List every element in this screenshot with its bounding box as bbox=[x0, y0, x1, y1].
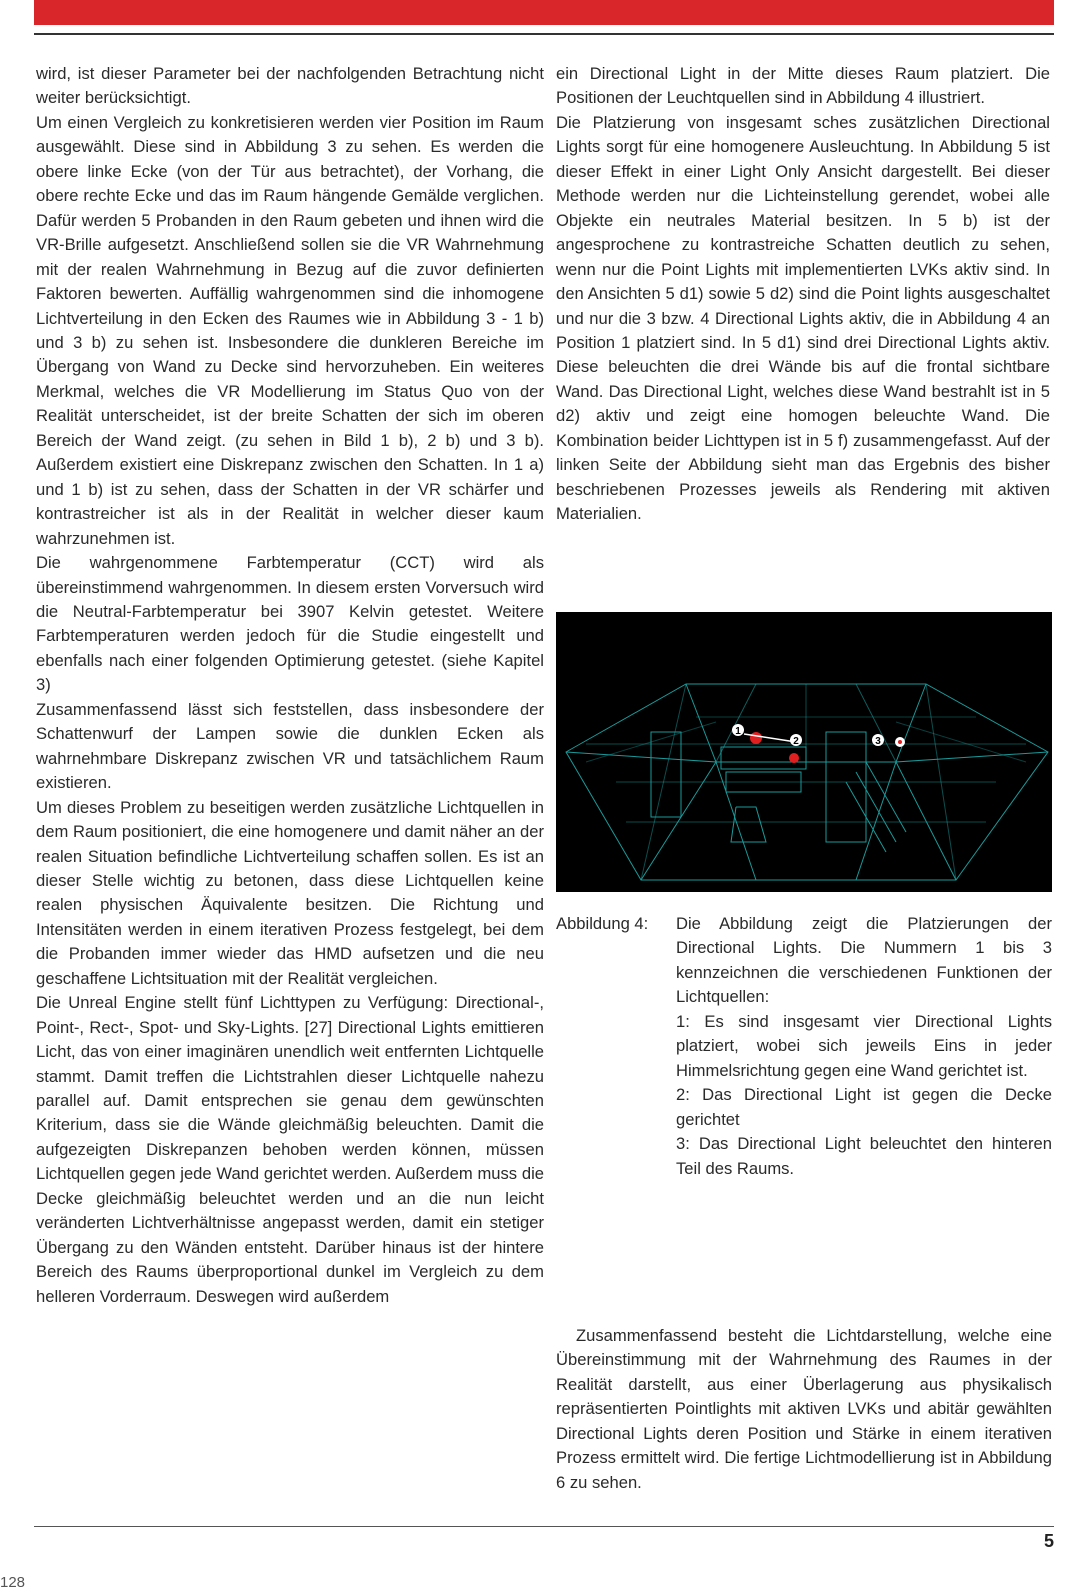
figure-directional-lights bbox=[556, 612, 1052, 892]
left-text-column bbox=[36, 62, 544, 1309]
light-marker-1 bbox=[732, 724, 796, 744]
header-red-bar bbox=[34, 0, 1054, 25]
svg-text:3: 3 bbox=[875, 736, 881, 747]
paragraph: Um dieses Problem zu beseitigen werden zusätzliche Lichtquellen in dem Raum positioniert, die eine homogenere und damit näher an der realen Situation befindliche Lichtverteilung schaffen sollen. Es ist an dieser Stelle wichtig zu betonen, dass diese Lichtquellen keine realen physischen Äquivalente besitzen. Die Richtung und Intensitäten werden in einem iterativen Prozess festgelegt, bei dem die Probanden immer wieder das HMD aufsetzen und die neu geschaffene Lichtsituation mit der Realität vergleichen. bbox=[36, 797, 544, 988]
svg-text:2: 2 bbox=[793, 736, 799, 747]
paragraph: wird, ist dieser Parameter bei der nachfolgenden Betrachtung nicht weiter berücksichtigt. bbox=[36, 64, 544, 108]
summary-text bbox=[556, 1324, 1052, 1495]
wireframe-room-render bbox=[556, 612, 1052, 892]
light-marker-2 bbox=[789, 734, 802, 763]
paragraph: Um einen Vergleich zu konkretisieren werden vier Position im Raum ausgewählt. Diese sind in Abbildung 3 zu sehen. Es werden die obere linke Ecke (von der Tür aus betrachtet), der Vorhang, die obere rechte Ecke und das im Raum hängende Gemälde verglichen. Dafür werden 5 Probanden in den Raum gebeten und ihnen wird die VR-Brille aufgesetzt. Anschließend sollen sie die VR Wahrnehmung mit der realen Wahrnehmung in Bezug auf die zuvor definierten Faktoren bewerten. Auffällig wahrgenommen sind die inhomogene Lichtverteilung in den Ecken des Raumes wie in Abbildung 3 - 1 b) und 3 b) zu sehen ist. Insbesondere die dunkleren Bereiche im Übergang von Wand zu Decke sind hervorzuheben. Ein weiteres Merkmal, welches die VR Modellierung im Status Quo von der Realität unterscheidet, ist der breite Schatten der sich im oberen Bereich der Wand zeigt. (zu sehen in Bild 1 b), 2 b) und 3 b). Außerdem existiert eine Diskrepanz zwischen den Schatten. In 1 a) und 1 b) ist zu sehen, dass der Schatten in der VR schärfer und kontrastreicher ist als in der Realität in welcher dieser kaum wahrzunehmen ist. bbox=[36, 112, 544, 548]
caption-item-2: 2: Das Directional Light ist gegen die Decke gerichtet bbox=[676, 1085, 1052, 1129]
paragraph: Zusammenfassend lässt sich feststellen, dass insbesondere der Schattenwurf der Lampen sowie die dunklen Ecken als wahrnehmbare Diskrepanz zwischen VR und tatsächlichem Raum existieren. bbox=[36, 699, 544, 793]
paragraph: Die Unreal Engine stellt fünf Lichttypen zu Verfügung: Directional-, Point-, Rect-, Spot- und Sky-Lights. [27] Directional Lights emittieren Licht, das von einer imaginären unendlich weit entfernten Lichtquelle stammt. Damit treffen die Lichtstrahlen dieser Lichtquelle nahezu parallel auf. Damit entsprechen sie genau dem gewünschten Kriterium, dass sie die Wände gleichmäßig beleuchten. Damit die aufgezeigten Diskrepanzen behoben werden können, müssen Lichtquellen gegen jede Wand gerichtet werden. Außerdem muss die Decke gleichmäßig beleuchtet werden und an die nun leicht veränderten Lichtverhältnisse angepasst werden, damit ein stetiger Übergang zu den Wänden entsteht. Darüber hinaus ist der hintere Bereich des Raums überproportional dunkel im Vergleich zu dem helleren Vorderraum. Deswegen wird außerdem bbox=[36, 993, 544, 1306]
footer-rule bbox=[34, 1526, 1054, 1527]
header-rule bbox=[34, 33, 1054, 35]
caption-label: Abbildung 4: bbox=[556, 914, 649, 933]
light-marker-3 bbox=[872, 734, 905, 747]
right-text-column bbox=[556, 62, 1050, 527]
paragraph: Die wahrgenommene Farbtemperatur (CCT) wird als übereinstimmend wahrgenommen. In diesem ersten Vorversuch wird die Neutral-Farbtemperatur bei 3907 Kelvin getestet. Weitere Farbtemperaturen werden jedoch für die Studie eingestellt und ebenfalls nach einer folgenden Optimierung getestet. (siehe Kapitel 3) bbox=[36, 553, 544, 695]
caption-item-1: 1: Es sind insgesamt vier Directional Lights platziert, wobei sich jeweils Eins in jeder Himmelsrichtung gegen eine Wand gerichtet ist. bbox=[676, 1011, 1052, 1080]
paragraph: Zusammenfassend besteht die Lichtdarstellung, welche eine Übereinstimmung mit der Wahrnehmung des Raumes in der Realität darstellt, aus einer Überlagerung aus physikalisch repräsentierten Pointlights mit aktiven LVKs und abitär gewählten Directional Lights deren Position und Stärke in einem iterativen Prozess ermittelt wird. Die fertige Lichtmodellierung ist in Abbildung 6 zu sehen. bbox=[556, 1326, 1052, 1492]
figure-caption bbox=[556, 912, 1052, 1181]
page-number: 5 bbox=[1043, 1531, 1054, 1551]
paragraph: Die Platzierung von insgesamt sches zusätzlichen Directional Lights sorgt für eine homogenere Ausleuchtung. In Abbildung 5 ist dieser Effekt in einer Light Only Ansicht dargestellt. Bei dieser Methode werden nur die Lichteinstellung gerendet, wobei alle Objekte ein neutrales Material besitzen. In 5 b) ist der angesprochene zu kontrastreiche Schatten deutlich zu sehen, wenn nur die Point Lights mit implementierten LVKs aktiv sind. In den Ansichten 5 d1) sowie 5 d2) sind die Point lights ausgeschaltet und nur die 3 bzw. 4 Directional Lights aktiv, die in Abbildung 4 an Position 1 platziert sind. In 5 d1) sind drei Directional Lights aktiv. Diese beleuchten die drei Wände bis auf die frontal sichtbare Wand. Das Directional Light, welches diese Wand bestrahlt ist in 5 d2) aktiv und zeigt eine homogen beleuchte Wand. Die Kombination beider Lichttypen ist in 5 f) zusammengefasst. Auf der linken Seite der Abbildung sieht man das Ergebnis des bisher beschriebenen Prozesses jeweils als Rendering mit aktiven Materialien. bbox=[556, 112, 1050, 524]
caption-intro: Die Abbildung zeigt die Platzierungen der Directional Lights. Die Nummern 1 bis 3 kennzeichnen die verschiedenen Funktionen der Lichtquellen: bbox=[676, 914, 1052, 1007]
margin-page-number: 128 bbox=[0, 1574, 26, 1591]
caption-item-3: 3: Das Directional Light beleuchtet den hinteren Teil des Raums. bbox=[676, 1134, 1052, 1178]
svg-text:1: 1 bbox=[735, 726, 741, 737]
paragraph: ein Directional Light in der Mitte dieses Raum platziert. Die Positionen der Leuchtquellen sind in Abbildung 4 illustriert. bbox=[556, 64, 1050, 108]
